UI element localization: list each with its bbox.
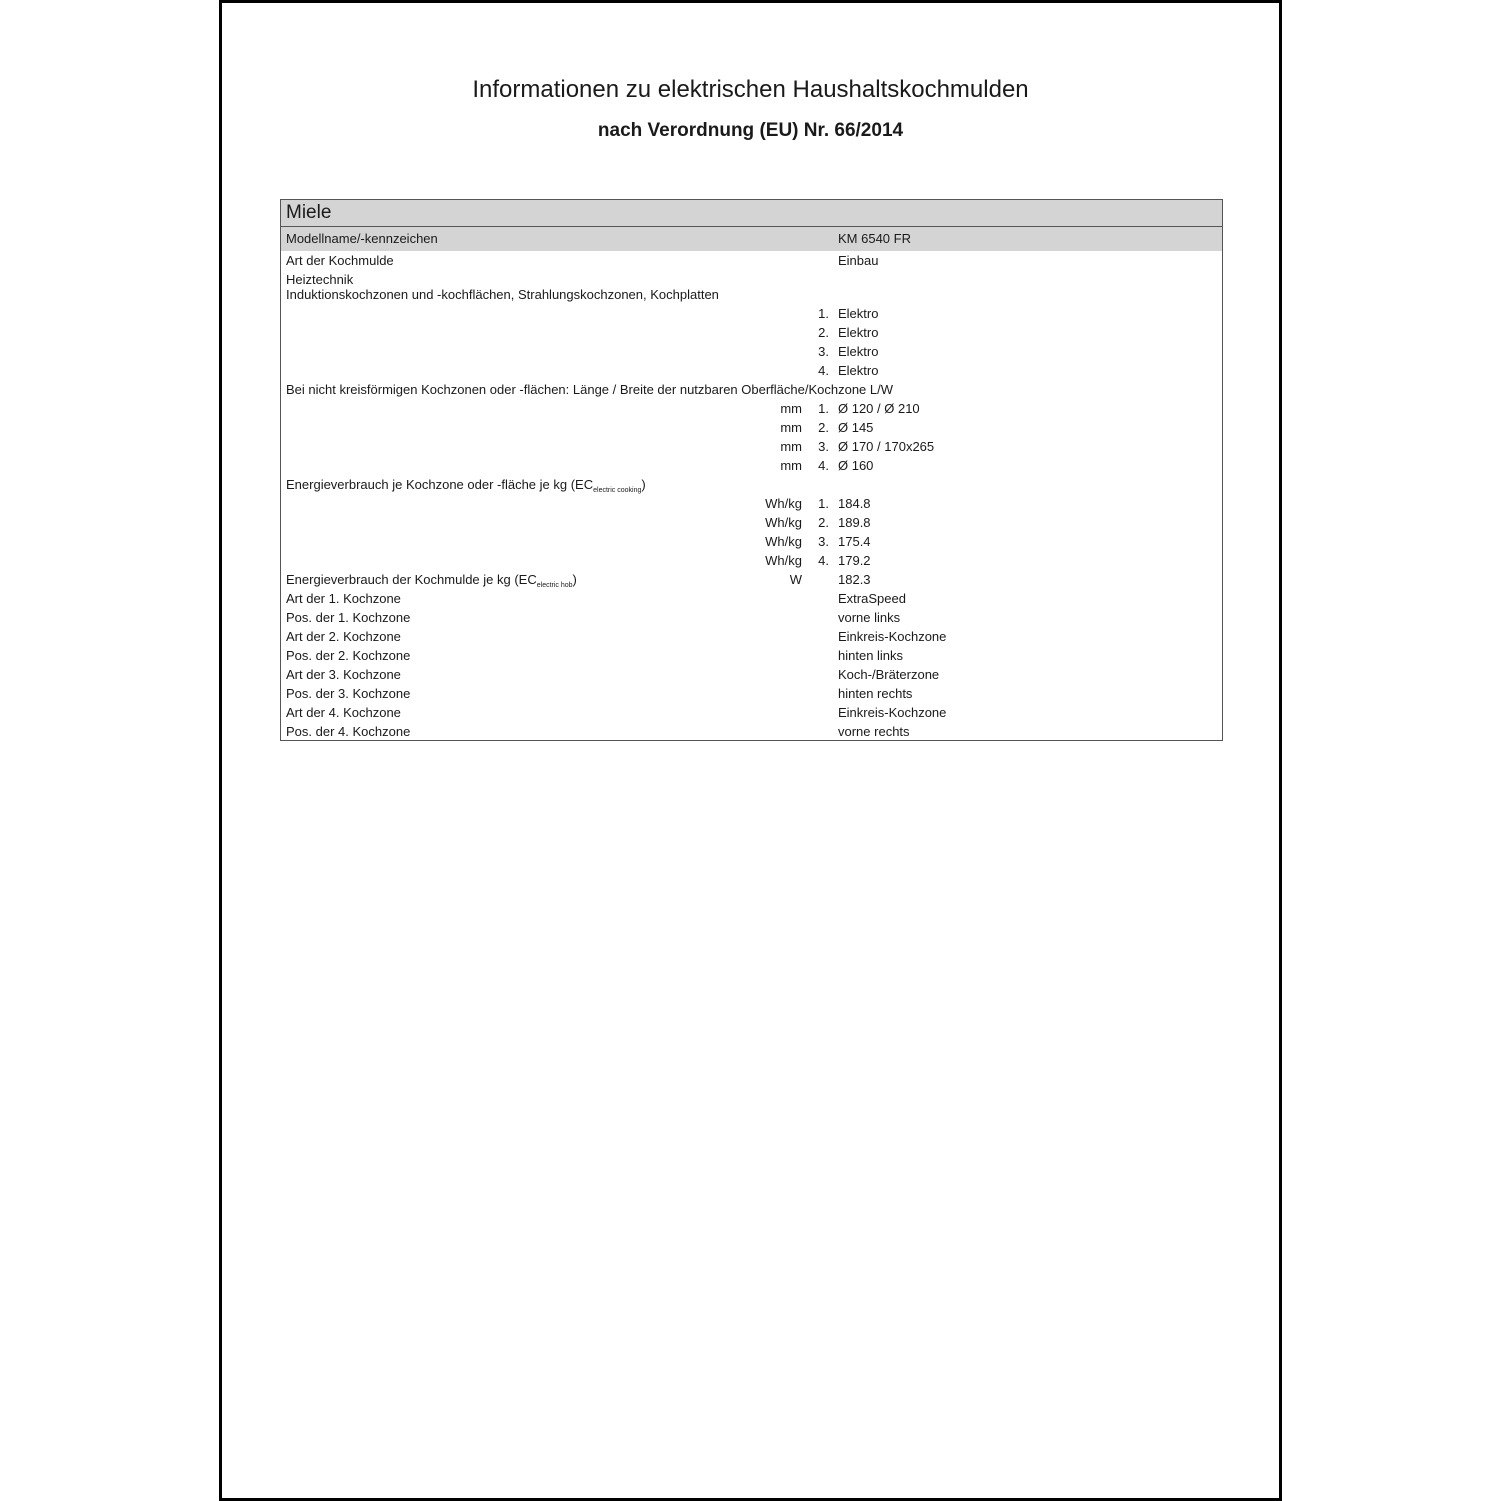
model-label: Modellname/-kennzeichen <box>286 231 438 246</box>
zone-detail-row <box>281 608 1222 627</box>
zone-number: 1. <box>818 496 829 511</box>
label-subscript: electric hob <box>536 582 573 589</box>
zone-value: 189.8 <box>838 515 871 530</box>
zone-detail-label: Pos. der 3. Kochzone <box>286 686 411 701</box>
unit-label: mm <box>780 401 802 416</box>
heating-sublabel: Induktionskochzonen und -kochflächen, Strahlungskochzonen, Kochplatten <box>286 287 719 302</box>
zone-number: 3. <box>818 439 829 454</box>
zone-value: Ø 145 <box>838 420 874 435</box>
zone-detail-row <box>281 665 1222 684</box>
model-value: KM 6540 FR <box>838 231 911 246</box>
hob-type-row <box>281 251 1222 270</box>
dimensions-row <box>281 380 1222 399</box>
label-text: Energieverbrauch der Kochmulde je kg (EC <box>286 572 537 587</box>
zone-detail-value: Koch-/Bräterzone <box>838 667 940 682</box>
heating-subrow <box>281 285 1222 304</box>
unit-label: Wh/kg <box>765 496 802 511</box>
zone-value: Ø 170 / 170x265 <box>838 439 935 454</box>
unit-label: mm <box>780 458 802 473</box>
zone-value: Elektro <box>838 306 879 321</box>
zone-detail-label: Art der 2. Kochzone <box>286 629 401 644</box>
energy-zone-row <box>281 532 1222 551</box>
label-end: ) <box>572 572 577 587</box>
zone-number: 2. <box>818 325 829 340</box>
dimensions-label: Bei nicht kreisförmigen Kochzonen oder -flächen: Länge / Breite der nutzbaren Oberfläche/Kochzone L/W <box>286 382 894 397</box>
page-subtitle: nach Verordnung (EU) Nr. 66/2014 <box>597 120 904 141</box>
zone-detail-row <box>281 589 1222 608</box>
energy-hob-row <box>281 570 1222 589</box>
zone-detail-value: vorne rechts <box>838 724 910 739</box>
zone-value: 179.2 <box>838 553 871 568</box>
zone-detail-row <box>281 646 1222 665</box>
zone-number: 4. <box>818 363 829 378</box>
zone-detail-label: Art der 3. Kochzone <box>286 667 401 682</box>
zone-detail-label: Art der 1. Kochzone <box>286 591 401 606</box>
hob-type-value: Einbau <box>838 253 879 268</box>
zone-detail-value: Einkreis-Kochzone <box>838 629 947 644</box>
zone-detail-row <box>281 684 1222 703</box>
product-info-table <box>280 199 1223 741</box>
zone-detail-row <box>281 722 1222 741</box>
zone-detail-value: ExtraSpeed <box>838 591 906 606</box>
unit-label: mm <box>780 420 802 435</box>
zone-detail-label: Pos. der 1. Kochzone <box>286 610 411 625</box>
zone-value: Ø 160 <box>838 458 874 473</box>
energy-hob-value: 182.3 <box>838 572 871 587</box>
unit-label: Wh/kg <box>765 553 802 568</box>
heating-zone-row <box>281 361 1222 380</box>
zone-number: 1. <box>818 401 829 416</box>
zone-number: 2. <box>818 515 829 530</box>
document-page <box>219 0 1282 1501</box>
heating-zone-row <box>281 323 1222 342</box>
unit-label: W <box>789 572 802 587</box>
unit-label: mm <box>780 439 802 454</box>
zone-value: Ø 120 / Ø 210 <box>838 401 920 416</box>
energy-zone-row <box>281 494 1222 513</box>
heating-zone-row <box>281 304 1222 323</box>
zone-value: Elektro <box>838 325 879 340</box>
zone-detail-label: Pos. der 4. Kochzone <box>286 724 411 739</box>
zone-detail-label: Art der 4. Kochzone <box>286 705 401 720</box>
label-text: Energieverbrauch je Kochzone oder -fläche je kg (EC <box>286 477 594 492</box>
zone-number: 4. <box>818 458 829 473</box>
zone-number: 4. <box>818 553 829 568</box>
energy-zone-row <box>281 551 1222 570</box>
unit-label: Wh/kg <box>765 534 802 549</box>
dimension-zone-row <box>281 437 1222 456</box>
zone-detail-row <box>281 627 1222 646</box>
zone-value: Elektro <box>838 344 879 359</box>
zone-detail-value: hinten rechts <box>838 686 913 701</box>
zone-number: 2. <box>818 420 829 435</box>
zone-value: Elektro <box>838 363 879 378</box>
dimension-zone-row <box>281 456 1222 475</box>
energy-per-zone-row <box>281 475 1222 494</box>
brand-header: Miele <box>281 200 1222 227</box>
zone-detail-value: Einkreis-Kochzone <box>838 705 947 720</box>
zone-detail-row <box>281 703 1222 722</box>
zone-number: 3. <box>818 344 829 359</box>
energy-zone-row <box>281 513 1222 532</box>
unit-label: Wh/kg <box>765 515 802 530</box>
label-end: ) <box>641 477 646 492</box>
zone-number: 3. <box>818 534 829 549</box>
zone-number: 1. <box>818 306 829 321</box>
model-row <box>281 227 1222 251</box>
hob-type-label: Art der Kochmulde <box>286 253 394 268</box>
zone-value: 175.4 <box>838 534 871 549</box>
page-title: Informationen zu elektrischen Haushaltskochmulden <box>472 76 1029 103</box>
heating-zone-row <box>281 342 1222 361</box>
zone-detail-label: Pos. der 2. Kochzone <box>286 648 411 663</box>
dimension-zone-row <box>281 399 1222 418</box>
dimension-zone-row <box>281 418 1222 437</box>
heating-label: Heiztechnik <box>286 272 354 287</box>
zone-detail-value: vorne links <box>838 610 901 625</box>
zone-value: 184.8 <box>838 496 871 511</box>
zone-detail-value: hinten links <box>838 648 904 663</box>
label-subscript: electric cooking <box>593 487 642 494</box>
